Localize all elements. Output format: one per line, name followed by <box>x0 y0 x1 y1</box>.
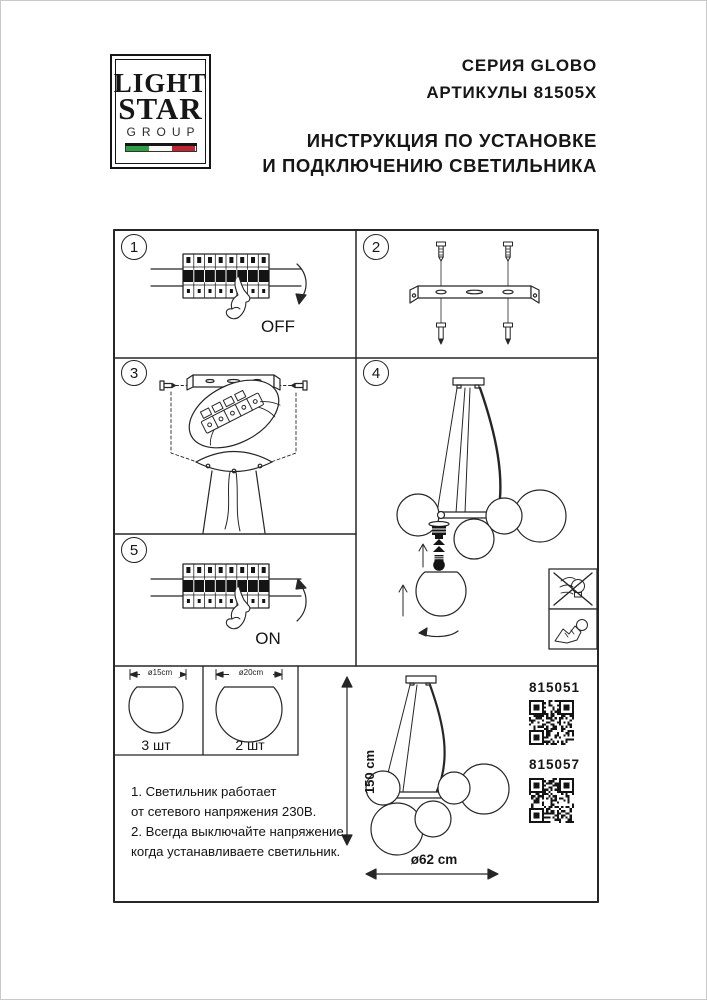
shade-small-qty-label: 3 шт <box>141 737 171 753</box>
flag-green-stripe <box>126 146 149 151</box>
step4-number: 4 <box>371 364 381 382</box>
step5-number: 5 <box>129 541 139 559</box>
step2-illustration <box>410 242 539 344</box>
use-cloth-warning-icon <box>549 609 597 649</box>
note-line-3: 2. Всегда выключайте напряжение, <box>131 824 348 839</box>
shade-small-diameter-label: ø15cm <box>140 668 180 677</box>
article-number-815057: 815057 <box>529 757 581 772</box>
no-bare-hands-warning-icon <box>549 569 597 609</box>
step1-illustration <box>151 254 306 319</box>
article-number-815051: 815051 <box>529 680 581 695</box>
flag-white-stripe <box>149 146 172 151</box>
step4-number-badge <box>363 360 389 386</box>
italian-flag-bar <box>125 143 197 152</box>
width-dimension-label: ø62 cm <box>410 852 458 867</box>
header-text-block <box>262 56 597 177</box>
step3-number: 3 <box>129 364 139 382</box>
step1-number-badge <box>121 234 147 260</box>
doc-title-line1: ИНСТРУКЦИЯ ПО УСТАНОВКЕ <box>306 130 597 151</box>
logo-word-light: LIGHT <box>113 68 208 98</box>
qr-code-815051 <box>529 700 574 745</box>
off-label: OFF <box>261 317 295 336</box>
doc-title-line2: И ПОДКЛЮЧЕНИЮ СВЕТИЛЬНИКА <box>262 155 597 176</box>
logo-word-star: STAR <box>118 91 203 126</box>
lightstar-logo <box>110 54 211 169</box>
note-line-2: от сетевого напряжения 230В. <box>131 804 317 819</box>
shade-small-drawing <box>129 670 186 734</box>
step5-number-badge <box>121 537 147 563</box>
shade-large-qty-label: 2 шт <box>235 737 265 753</box>
instruction-grid <box>113 229 599 903</box>
shade-large-diameter-label: ø20cm <box>229 668 273 677</box>
height-dimension-label: 150 cm <box>362 749 377 795</box>
on-label: ON <box>255 629 281 648</box>
step3-number-badge <box>121 360 147 386</box>
step1-number: 1 <box>129 238 139 256</box>
articles-title: АРТИКУЛЫ 81505X <box>426 83 597 102</box>
note-line-1: 1. Светильник работает <box>131 784 277 799</box>
step4-illustration <box>397 378 597 649</box>
step2-number: 2 <box>371 238 381 256</box>
series-title: СЕРИЯ GLOBO <box>461 56 597 75</box>
step3-illustration <box>160 366 307 533</box>
lightstar-logo-inner <box>115 59 206 164</box>
flag-red-stripe <box>172 146 195 151</box>
shade-large-drawing <box>216 670 282 743</box>
step5-illustration <box>151 564 306 629</box>
logo-word-group: GROUP <box>126 125 201 139</box>
qr-code-815057 <box>529 778 574 823</box>
note-line-4: когда устанавливаете светильник. <box>131 844 341 859</box>
step2-number-badge <box>363 234 389 260</box>
